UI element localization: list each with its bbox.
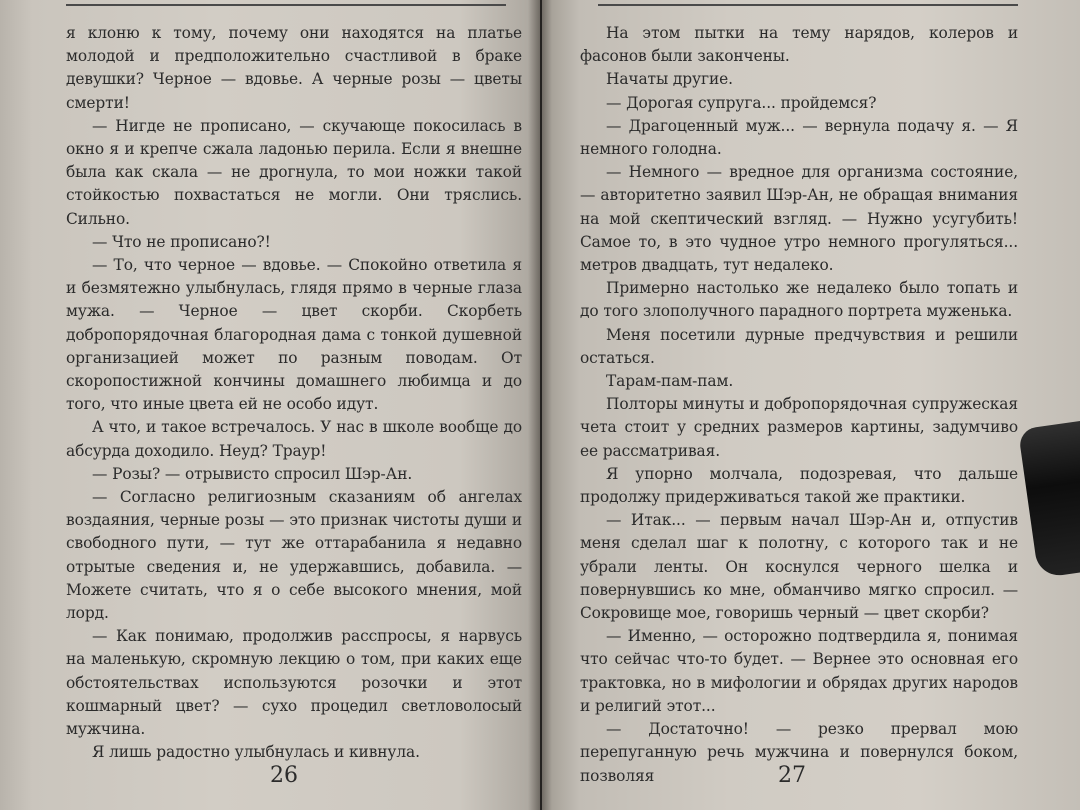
paragraph: — Согласно религиозным сказаниям об ангелах воздаяния, черные розы — это признак чистоты души и свободного пути, — тут же оттарабанила я недавно отрытые сведения и, не удержавшись, добавила. — Можете считать, что я о себе высокого мнения, мой лорд.	[66, 488, 522, 623]
book-gutter	[528, 0, 552, 810]
paragraph: Начаты другие.	[606, 70, 733, 89]
paragraph: — Драгоценный муж... — вернула подачу я. — Я немного голодна.	[580, 116, 1018, 159]
right-page-text	[580, 22, 1018, 788]
left-page-text	[66, 22, 522, 765]
paragraph: — То, что черное — вдовье. — Спокойно ответила я и безмятежно улыбнулась, глядя прямо в черные глаза мужа. — Черное — цвет скорби. Скорбеть добропорядочная благородная дама с тонкой душевной организацией может по разным поводам. От скоропостижной кончины домашнего любимца и до того, что иные цвета ей не особо идут.	[66, 256, 522, 414]
paragraph: Полторы минуты и добропорядочная супружеская чета стоит у средних размеров картины, задумчиво ее рассматривая.	[580, 395, 1018, 460]
binder-clip	[1018, 420, 1080, 579]
paragraph: — Дорогая супруга... пройдемся?	[606, 93, 877, 112]
top-rule-right	[598, 4, 1018, 6]
page-number: 27	[778, 763, 806, 788]
paragraph: — Достаточно! — резко прервал мою перепуганную речь мужчина и повернулся боком, позволяя	[580, 720, 1018, 785]
paragraph: — Нигде не прописано, — скучающе покосилась в окно я и крепче сжала ладонью перила. Если я внешне была как скала — не дрогнула, то мои ножки такой стойкостью похвастаться не могли. Они тряслись. Сильно.	[66, 116, 522, 228]
paragraph: — Итак... — первым начал Шэр-Ан и, отпустив меня сделал шаг к полотну, с которого так и не убрали ленты. Он коснулся черного шелка и повернувшись ко мне, обманчиво мягко спросил. — Сокровище мое, говоришь черный — цвет скорби?	[580, 511, 1018, 623]
paragraph: Примерно настолько же недалеко было топать и до того злополучного парадного портрета муженька.	[580, 279, 1018, 321]
paragraph: — Что не прописано?!	[92, 232, 271, 251]
paragraph: — Немного — вредное для организма состояние, — авторитетно заявил Шэр-Ан, не обращая внимания на мой скептический взгляд. — Нужно усугубить! Самое то, в это чудное утро немного прогуляться... метров двадцать, тут недалеко.	[580, 163, 1018, 275]
paragraph: На этом пытки на тему нарядов, колеров и фасонов были закончены.	[580, 24, 1018, 66]
right-page	[542, 0, 1080, 810]
paragraph: Тарам-пам-пам.	[606, 372, 734, 391]
paragraph: Меня посетили дурные предчувствия и решили остаться.	[580, 325, 1018, 367]
paragraph: Я лишь радостно улыбнулась и кивнула.	[92, 743, 420, 762]
paragraph: я клоню к тому, почему они находятся на платье молодой и предположительно счастливой в браке девушки? Черное — вдовье. А черные розы — цветы смерти!	[66, 24, 522, 112]
paragraph: Я упорно молчала, подозревая, что дальше продолжу придерживаться такой же практики.	[580, 464, 1018, 507]
paragraph: — Розы? — отрывисто спросил Шэр-Ан.	[92, 464, 413, 483]
paragraph: А что, и такое встречалось. У нас в школе вообще до абсурда доходило. Неуд? Траур!	[66, 418, 522, 460]
top-rule-left	[66, 4, 506, 6]
page-number: 26	[270, 763, 298, 788]
paragraph: — Как понимаю, продолжив расспросы, я нарвусь на маленькую, скромную лекцию о том, при каких еще обстоятельствах используются розочки и этот кошмарный цвет? — сухо процедил светловолосый мужчина.	[66, 627, 522, 739]
paragraph: — Именно, — осторожно подтвердила я, понимая что сейчас что-то будет. — Вернее это основная его трактовка, но в мифологии и обрядах других народов и религий этот...	[580, 627, 1018, 715]
